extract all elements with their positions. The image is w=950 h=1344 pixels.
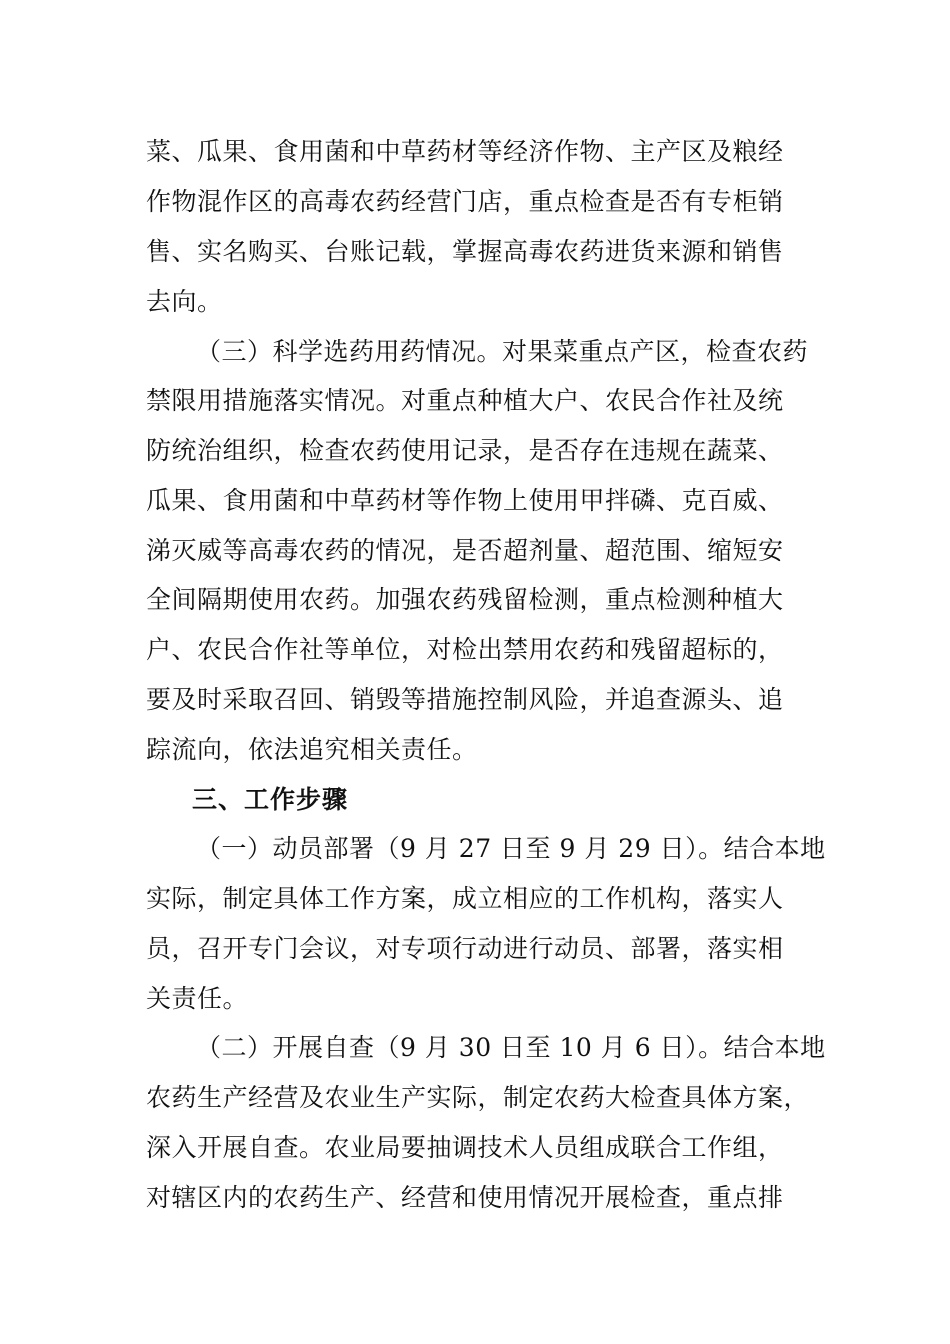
paragraph-start-line: （一）动员部署（9 月 27 日至 9 月 29 日）。结合本地 xyxy=(196,834,826,863)
body-text-line: 关责任。 xyxy=(146,984,249,1013)
body-text-line: 售、实名购买、台账记载，掌握高毒农药进货来源和销售 xyxy=(146,237,784,266)
body-text-line: 户、农民合作社等单位，对检出禁用农药和残留超标的， xyxy=(146,635,784,664)
body-text-line: 员，召开专门会议，对专项行动进行动员、部署，落实相 xyxy=(146,934,784,963)
body-text-line: 防统治组织，检查农药使用记录，是否存在违规在蔬菜、 xyxy=(146,436,784,465)
body-text-line: 深入开展自查。农业局要抽调技术人员组成联合工作组， xyxy=(146,1133,784,1162)
body-text-line: 实际，制定具体工作方案，成立相应的工作机构，落实人 xyxy=(146,884,784,913)
body-text-line: 作物混作区的高毒农药经营门店，重点检查是否有专柜销 xyxy=(146,187,784,216)
body-text-line: 菜、瓜果、食用菌和中草药材等经济作物、主产区及粮经 xyxy=(146,137,784,166)
paragraph-start-line: （三）科学选药用药情况。对果菜重点产区，检查农药 xyxy=(196,337,809,366)
body-text-line: 去向。 xyxy=(146,287,223,316)
body-text-line: 对辖区内的农药生产、经营和使用情况开展检查，重点排 xyxy=(146,1183,784,1212)
body-text-line: 农药生产经营及农业生产实际，制定农药大检查具体方案， xyxy=(146,1083,810,1112)
paragraph-start-line: （二）开展自查（9 月 30 日至 10 月 6 日）。结合本地 xyxy=(196,1033,826,1062)
body-text-line: 瓜果、食用菌和中草药材等作物上使用甲拌磷、克百威、 xyxy=(146,486,784,515)
body-text-line: 全间隔期使用农药。加强农药残留检测，重点检测种植大 xyxy=(146,585,784,614)
body-text-line: 踪流向，依法追究相关责任。 xyxy=(146,735,478,764)
body-text-line: 要及时采取召回、销毁等措施控制风险，并追查源头、追 xyxy=(146,685,784,714)
body-text-line: 涕灭威等高毒农药的情况，是否超剂量、超范围、缩短安 xyxy=(146,536,784,565)
body-text-line: 禁限用措施落实情况。对重点种植大户、农民合作社及统 xyxy=(146,386,784,415)
section-heading: 三、工作步骤 xyxy=(192,785,349,814)
